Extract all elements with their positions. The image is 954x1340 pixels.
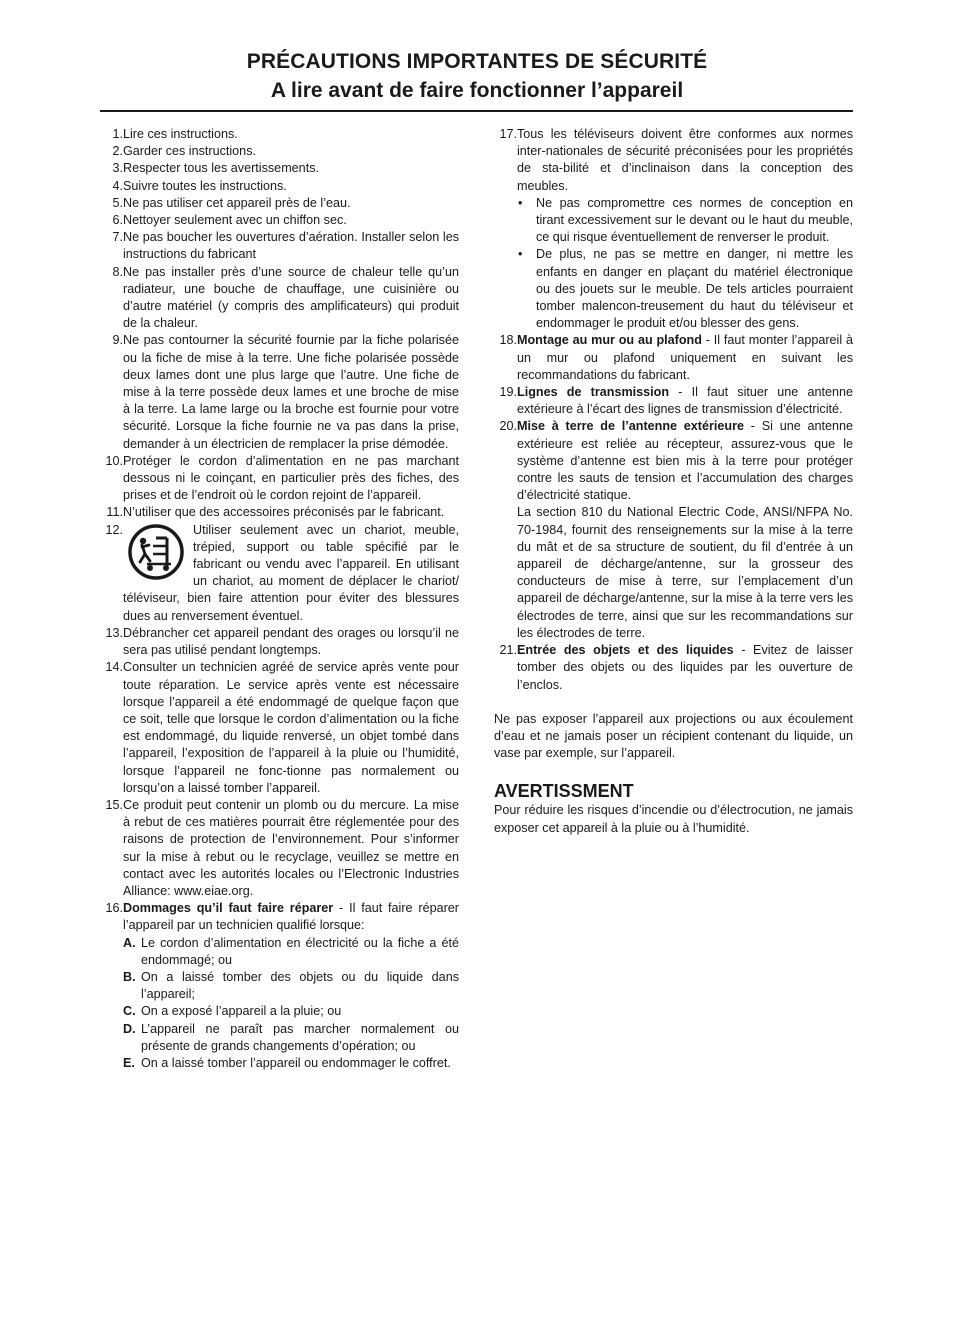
list-item: 4. Suivre toutes les instructions. xyxy=(112,178,287,193)
page-subtitle: A lire avant de faire fonctionner l’appareil xyxy=(270,79,684,102)
list-item: 21. Entrée des objets et des liquides - Evitez de laisser tomber des objets ou des liquides par les ouverture de l’enclos. xyxy=(499,643,853,692)
water-note: Ne pas exposer l’appareil aux projections ou aux écoulement d’eau et ne jamais poser un récipient contenant du liquide, un vase par exemple, sur l’appareil. xyxy=(494,711,853,761)
list-item: 20. Mise à terre de l’antenne extérieure - Si une antenne extérieure est reliée au récepteur, assurez-vous que le système d’antenne est bien mis à la terre pour protéger contre les sauts de tension et l’accumulation des charges d’électricité statique. La section 810 du National Electric Code, ANSI/NFPA No. 70-1984, fournit des renseignements sur la mise à la terre du mât et de sa structure de soutient, du fil d’entrée à un appareil de décharge/antenne, sur la grosseur des conducteurs de mise à terre, sur l’emplacement d’un appareil de décharge/antenne, sur la mise à la terre vers les électrodes de terre, ainsi que sur les recommandations sur les électrodes de terre. xyxy=(499,419,853,640)
list-item: 3. Respecter tous les avertissements. xyxy=(112,161,319,176)
warning-title: AVERTISSMENT xyxy=(494,781,634,802)
left-column xyxy=(100,126,459,1072)
list-item: 6. Nettoyer seulement avec un chiffon sec. xyxy=(112,213,347,228)
sub-item: C. On a exposé l’appareil a la pluie; ou xyxy=(123,1004,342,1019)
page-header xyxy=(0,48,954,106)
sub-item: E. On a laissé tomber l’appareil ou endommager le coffret. xyxy=(123,1055,451,1070)
list-item: 1. Lire ces instructions. xyxy=(112,127,238,141)
list-item: 2. Garder ces instructions. xyxy=(112,144,256,159)
bullet-item: • Ne pas compromettre ces normes de conception en tirant excessivement sur le devant ou le haut du meuble, ce qui risque éventuellement de renverser le produit. xyxy=(518,195,853,245)
sub-item: B. On a laissé tomber des objets ou du liquide dans l’appareil; xyxy=(123,969,459,1002)
list-item: 7. Ne pas boucher les ouvertures d’aération. Installer selon les instructions du fabricant xyxy=(112,230,459,262)
bullet-item: • De plus, ne pas se mettre en danger, ni mettre les enfants en danger en plaçant du matériel électronique ou des jouets sur le meuble. De tels articles pourraient tomber malencon-treusement du haut du téléviseur et endommager le produit et/ou blesser des gens. xyxy=(518,247,853,331)
list-item: 19. Lignes de transmission - Il faut situer une antenne extérieure à l’écart des lignes de transmission d’électricité. xyxy=(499,385,853,417)
list-item: 15. Ce produit peut contenir un plomb ou du mercure. La mise à rebut de ces matières pourrait être réglementée pour des raisons de protection de l’environnement. Pour s’informer sur la mise à rebut ou le recyclage, veuillez se mettre en contact avec les autorités locales ou l’Electronic Industries Alliance: www.eiae.org. xyxy=(105,797,459,898)
sub-item: D. L’appareil ne paraît pas marcher normalement ou présente de grands changements d’opération; ou xyxy=(123,1021,459,1053)
list-item: 16. Dommages qu’il faut faire réparer - Il faut faire réparer l’appareil par un technicien qualifié lorsque: A. Le cordon d’alimentation en électricité ou la fiche a été endommagé; ou B. On a laissé tomber des objets ou du liquide dans l’appareil; C. On a exposé l’appareil a la pluie; ou D. L’appareil ne paraît pas marcher normalement ou présente de grands changements d’opération; ou E. On a laissé tomber l’appareil ou endommager le coffret. xyxy=(100,900,459,1072)
cart-warning-icon xyxy=(123,524,189,580)
list-item: 9. Ne pas contourner la sécurité fournie par la fiche polarisée ou la fiche de mise à la terre. Une fiche polarisée possède deux lames dont une plus large que l’autre. Une fiche de mise à la terre possède deux lames et une broche de mise à la terre. La lame large ou la broche est fournie pour votre sécurité. Lorsque la fiche fournie ne va pas dans la prise, demander à un électricien de remplacer la prise démodée. xyxy=(112,333,459,451)
sub-item: A. Le cordon d’alimentation en électricité ou la fiche a été endommagé; ou xyxy=(123,935,459,967)
list-item: 8. Ne pas installer près d’une source de chaleur telle qu’un radiateur, une bouche de chauffage, une cuisinière ou d’autre matériel (y compris des amplificateurs) qui produit de la chaleur. xyxy=(112,264,459,331)
list-item: 10. Protéger le cordon d’alimentation en ne pas marchant dessous ni le coinçant, en particulier près des fiches, des prises et de l’endroit où le cordon rejoint de l’appareil. xyxy=(105,453,459,503)
list-item: 17. Tous les téléviseurs doivent être conformes aux normes inter-nationales de sécurité préconisées pour les propriétés de sta-bilité et d’inclinaison dans la conception des meubles. • Ne pas compromettre ces normes de conception en tirant excessivement sur le devant ou le haut du meuble, ce qui risque éventuellement de renverser le produit. • De plus, ne pas se mettre en danger, ni mettre les enfants en danger en plaçant du matériel électronique ou des jouets sur le meuble. De tels articles pourraient tomber malencon-treusement du haut du téléviseur et endommager le produit et/ou blesser des gens. xyxy=(494,126,853,332)
list-item: 13. Débrancher cet appareil pendant des orages ou lorsqu’il ne sera pas utilisé pendant longtemps. xyxy=(105,625,459,658)
list-item-cart: 12. Utiliser seulement avec un chariot, meuble, trépied, support ou table spécifié par le fabricant ou vendu avec l’appareil. En utilisant un chariot, au moment de déplacer le chariot/ téléviseur, bien faire attention pour éviter des blessures dues au renversement éventuel. xyxy=(105,522,459,623)
warning-text: Pour réduire les risques d’incendie ou d’électrocution, ne jamais exposer cet appareil à la pluie ou à l’humidité. xyxy=(494,803,853,835)
list-item: 11. N’utiliser que des accessoires préconisés par le fabricant. xyxy=(106,505,445,520)
list-item: 18. Montage au mur ou au plafond - Il faut monter l’appareil à un mur ou plafond uniquement en suivant les recommandations du fabricant. xyxy=(499,333,853,382)
header-rule xyxy=(100,110,853,112)
right-column xyxy=(494,126,853,837)
list-item: 5. Ne pas utiliser cet appareil près de l’eau. xyxy=(112,195,351,210)
page-title: PRÉCAUTIONS IMPORTANTES DE SÉCURITÉ xyxy=(246,50,708,73)
list-item: 14. Consulter un technicien agréé de service après vente pour toute réparation. Le service après vente est nécessaire lorsque l’appareil a été endommagé de quelque façon que ce soit, telle que lorsque le cordon d’alimentation ou la fiche est endommagé, du liquide renversé, un objet tombé dans l’appareil, l’exposition de l’appareil à la pluie ou l’humidité, lorsque l’appareil ne fonc-tionne pas normalement ou lorsqu’on a laissé tomber l’appareil. xyxy=(105,660,459,795)
